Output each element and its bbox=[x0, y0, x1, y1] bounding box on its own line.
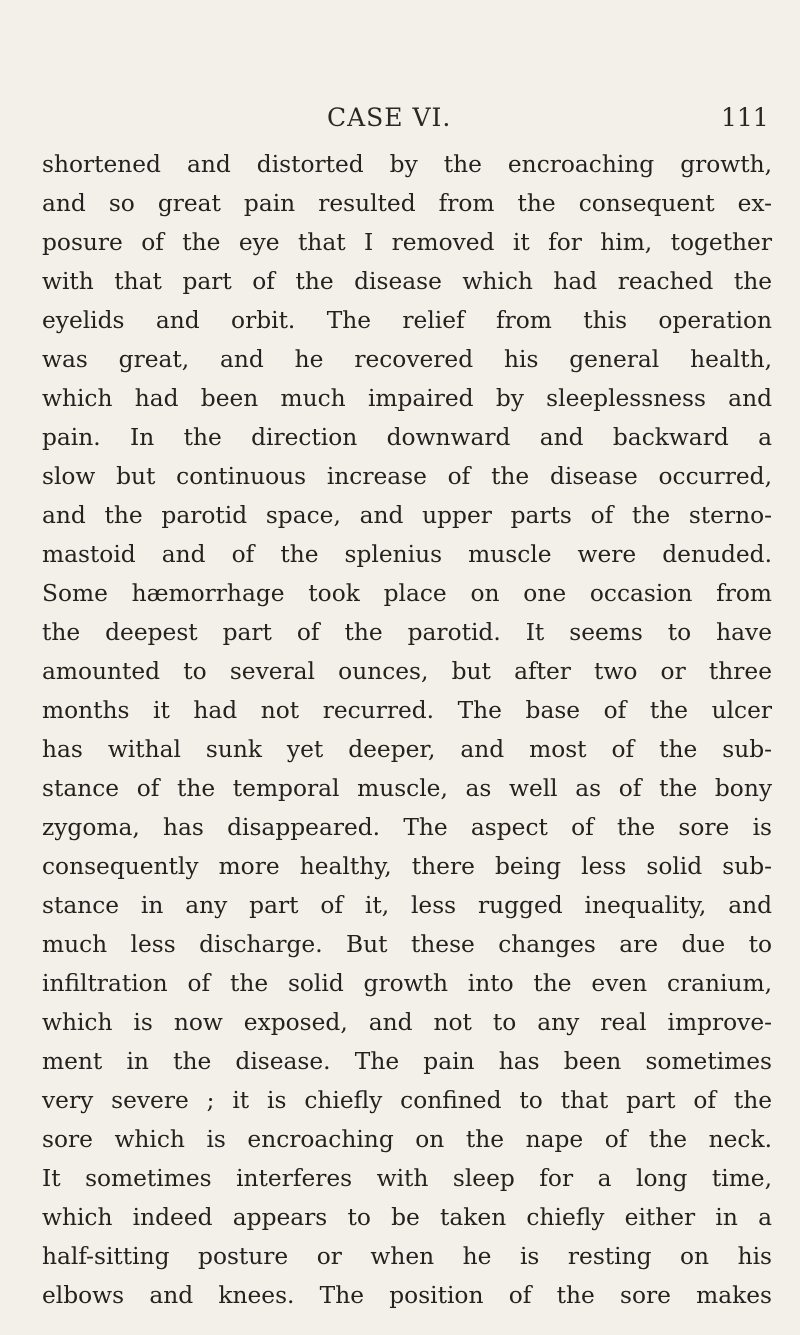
text-line: It sometimes interferes with sleep for a long time, bbox=[42, 1165, 772, 1192]
text-line: ment in the disease. The pain has been sometimes bbox=[42, 1048, 772, 1075]
running-head bbox=[0, 103, 800, 143]
body-text bbox=[42, 145, 772, 1315]
text-line: much less discharge. But these changes are due to bbox=[42, 931, 772, 958]
text-line: very severe ; it is chiefly confined to that part of the bbox=[42, 1087, 772, 1114]
text-line: pain. In the direction downward and backward a bbox=[42, 424, 772, 451]
text-line: months it had not recurred. The base of the ulcer bbox=[42, 697, 772, 724]
text-line: which is now exposed, and not to any real improve- bbox=[42, 1009, 772, 1036]
text-line: and the parotid space, and upper parts of the sterno- bbox=[42, 502, 772, 529]
text-line: zygoma, has disappeared. The aspect of the sore is bbox=[42, 814, 772, 841]
text-line: stance of the temporal muscle, as well as of the bony bbox=[42, 775, 772, 802]
chapter-title: CASE VI. bbox=[327, 103, 452, 132]
text-line: eyelids and orbit. The relief from this operation bbox=[42, 307, 772, 334]
text-line: slow but continuous increase of the disease occurred, bbox=[42, 463, 772, 490]
text-line: was great, and he recovered his general health, bbox=[42, 346, 772, 373]
text-line: has withal sunk yet deeper, and most of the sub- bbox=[42, 736, 772, 763]
text-line: which indeed appears to be taken chiefly either in a bbox=[42, 1204, 772, 1231]
text-line: elbows and knees. The position of the sore makes bbox=[42, 1282, 772, 1309]
text-line: which had been much impaired by sleeplessness and bbox=[42, 385, 772, 412]
text-line: mastoid and of the splenius muscle were denuded. bbox=[42, 541, 772, 568]
text-line: stance in any part of it, less rugged inequality, and bbox=[42, 892, 772, 919]
text-line: consequently more healthy, there being less solid sub- bbox=[42, 853, 772, 880]
text-line: sore which is encroaching on the nape of the neck. bbox=[42, 1126, 772, 1153]
text-line: amounted to several ounces, but after two or three bbox=[42, 658, 772, 685]
text-line: with that part of the disease which had reached the bbox=[42, 268, 772, 295]
text-line: Some hæmorrhage took place on one occasion from bbox=[42, 580, 772, 607]
text-line: half-sitting posture or when he is resting on his bbox=[42, 1243, 772, 1270]
text-line: the deepest part of the parotid. It seems to have bbox=[42, 619, 772, 646]
page-number: 111 bbox=[721, 103, 769, 132]
text-line: posure of the eye that I removed it for him, together bbox=[42, 229, 772, 256]
text-line: shortened and distorted by the encroaching growth, bbox=[42, 151, 772, 178]
text-line: infiltration of the solid growth into the even cranium, bbox=[42, 970, 772, 997]
text-line: and so great pain resulted from the consequent ex- bbox=[42, 190, 772, 217]
